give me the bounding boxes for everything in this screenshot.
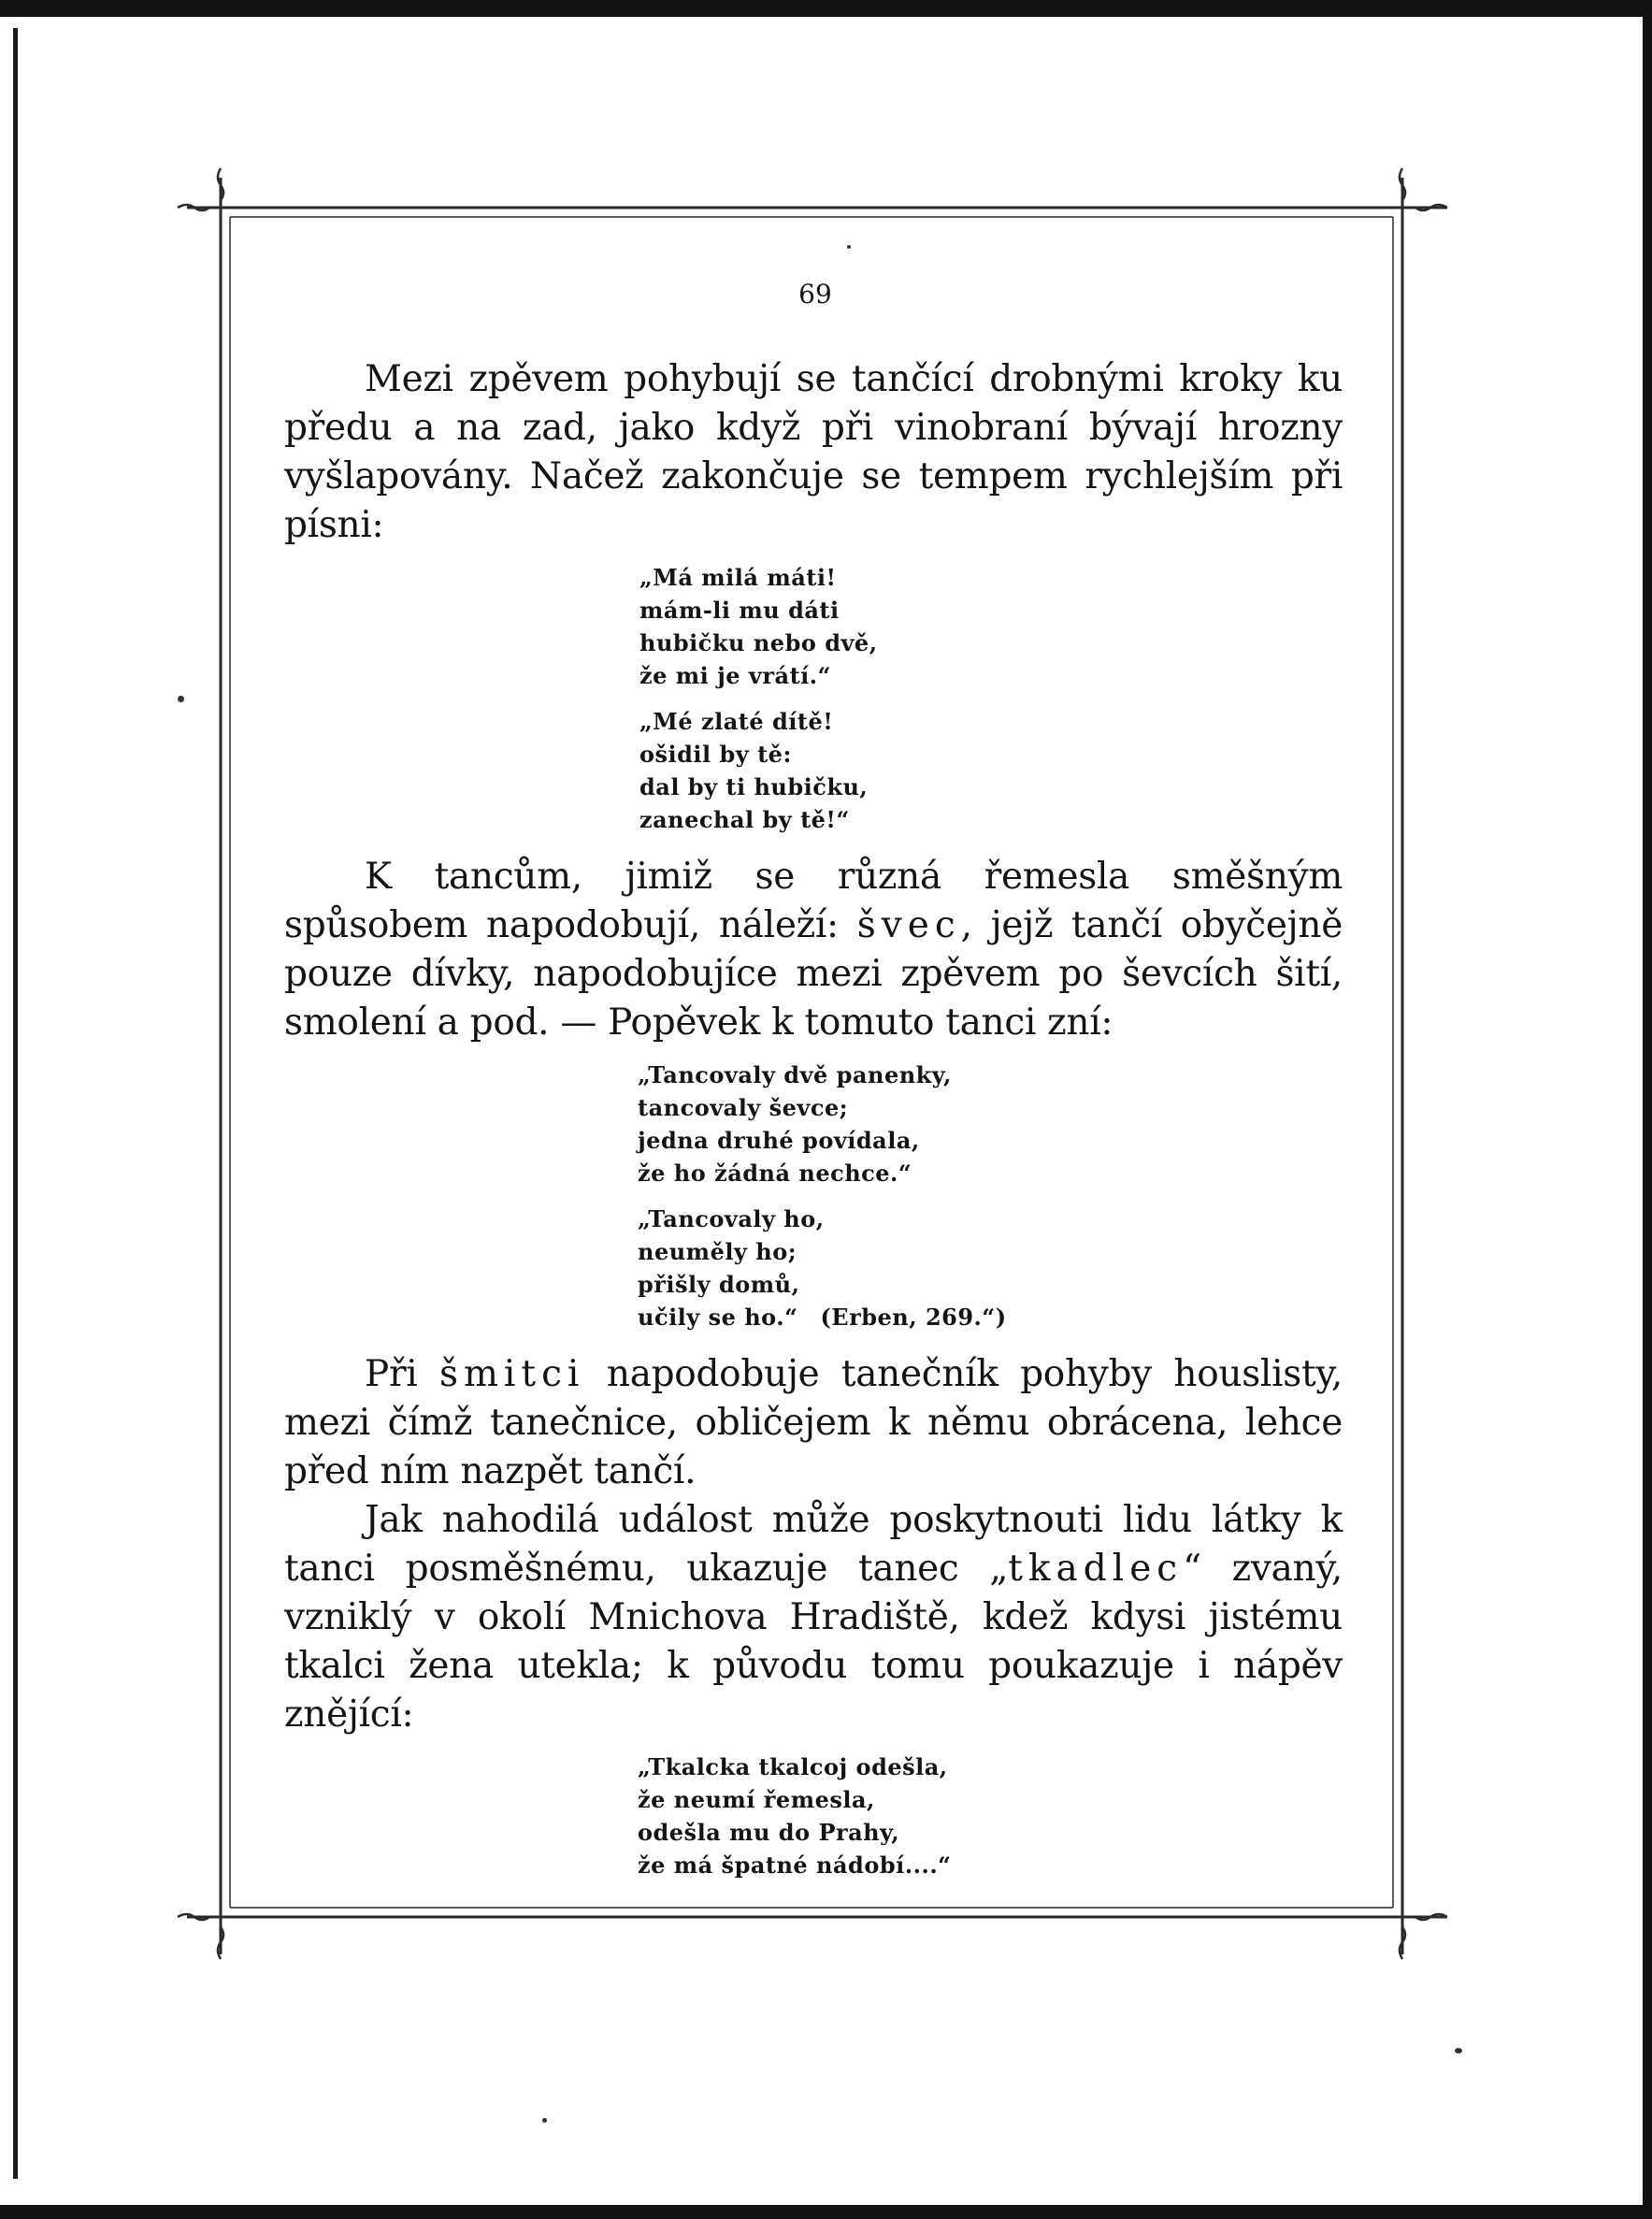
verse-line: „Mé zlaté dítě! [639, 708, 834, 735]
verse-line: „Má milá máti! [639, 564, 837, 591]
verse-line: že ho žádná nechce.“ [638, 1160, 912, 1187]
verse-line: že mi je vrátí.“ [639, 662, 831, 689]
verse-line: hubičku nebo dvě, [639, 629, 878, 656]
paragraph-text: Při [365, 1353, 439, 1395]
paragraph-intro: Mezi zpěvem pohybují se tančící drobnými kroky ku předu a na zad, jako když při vinobraní bývají hrozny vyšlapovány. Načež zakončuje se tempem rychlejším při písni: [284, 358, 1343, 546]
verse-line: ošidil by tě: [639, 741, 792, 768]
dust-speck [542, 2118, 547, 2123]
verse-text: učily se ho.“ [638, 1304, 798, 1331]
page-body [284, 355, 1343, 1898]
song-ma-mila-mati [639, 561, 1343, 836]
page-number: 69 [798, 279, 832, 310]
verse-line: zanechal by tě!“ [639, 806, 850, 833]
verse-line: jedna druhé povídala, [638, 1127, 920, 1154]
verse-line: neuměly ho; [638, 1238, 797, 1265]
paragraph-svec [284, 853, 1343, 1047]
paragraph-text: “ zvaný, vzniklý v okolí Mnichova Hradiště, kdež kdysi jistému tkalci žena utekla; k původu tomu poukazuje i nápěv znějící: [284, 1548, 1343, 1736]
dance-name-svec: švec [856, 904, 961, 946]
verse-line: odešla mu do Prahy, [638, 1819, 900, 1846]
paragraph-text: Jak nahodilá událost může poskytnouti lidu látky k tanci posměšnému, ukazuje tanec „ [284, 1499, 1343, 1590]
paragraph-text: , jejž tančí obyčejně pouze dívky, napodobujíce mezi zpěvem po ševcích šití, smolení a pod. — Popěvek k tomuto tanci zní: [284, 904, 1343, 1044]
dance-name-tkadlec: tkadlec [1008, 1548, 1184, 1590]
verse-line: dal by ti hubičku, [639, 773, 869, 800]
verse-line [638, 1301, 1343, 1333]
stanza [639, 705, 1343, 836]
source-attribution: (Erben, 269.“) [820, 1304, 1007, 1331]
song-tancovaly-dve-panenky [638, 1059, 1343, 1333]
stanza [639, 561, 1343, 692]
verse-line: přišly domů, [638, 1271, 800, 1298]
verse-line: „Tancovaly dvě panenky, [638, 1061, 952, 1088]
stanza [638, 1751, 1343, 1881]
verse-line: „Tancovaly ho, [638, 1205, 825, 1232]
verse-line: že neumí řemesla, [638, 1786, 875, 1813]
paragraph-text: K tancům, jimiž se různá řemesla směšným spůsobem napodobují, náleží: [284, 856, 1343, 946]
paragraph-text: napodobuje tanečník pohyby houslisty, mezi čímž tanečnice, obličejem k němu obrácena, lehce před ním nazpět tančí. [284, 1353, 1343, 1492]
verse-line: tancovaly ševce; [638, 1094, 849, 1121]
verse-line: mám-li mu dáti [639, 597, 840, 624]
dust-speck [1455, 2048, 1462, 2053]
song-tkalcka [638, 1751, 1343, 1881]
verse-line: že má špatné nádobí....“ [638, 1852, 952, 1879]
stanza [638, 1203, 1343, 1333]
dust-speck [847, 245, 851, 249]
paragraph-smitec [284, 1350, 1343, 1496]
stanza [638, 1059, 1343, 1189]
paragraph-tkadlec [284, 1496, 1343, 1739]
dust-speck [178, 696, 184, 702]
verse-line: „Tkalcka tkalcoj odešla, [638, 1753, 948, 1780]
dance-name-smitec: šmitci [438, 1353, 585, 1395]
